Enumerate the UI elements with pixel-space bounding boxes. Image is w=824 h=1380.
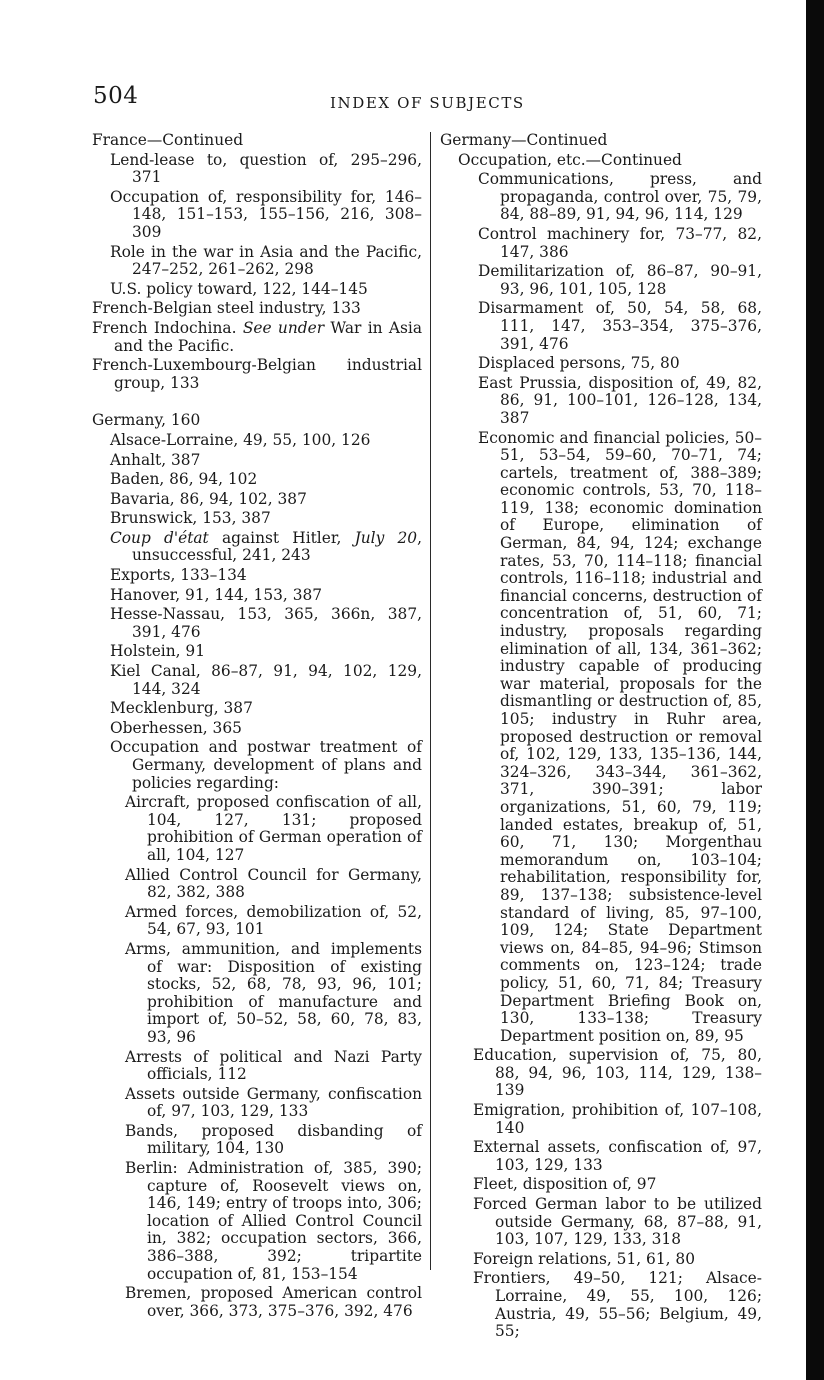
index-subentry: External assets, confiscation of, 97, 103, 129, 133 [473, 1138, 762, 1174]
index-entry: Occupation of, responsibility for, 146–148, 151–153, 155–156, 216, 308–309 [110, 187, 422, 241]
germany-continued-heading: Germany—Continued [440, 131, 608, 149]
index-subentry: Displaced persons, 75, 80 [478, 354, 680, 373]
index-entry: Holstein, 91 [110, 642, 206, 661]
index-entry: Baden, 86, 94, 102 [110, 470, 258, 489]
column-rule [430, 132, 431, 1270]
index-subentry: Communications, press, and propaganda, control over, 75, 79, 84, 88–89, 91, 94, 96, 114, 129 [478, 170, 762, 224]
index-subentry: Bands, proposed disbanding of military, 104, 130 [125, 1121, 422, 1158]
entry-text: against Hitler, [208, 528, 355, 547]
occupation-continued-subheading: Occupation, etc.—Continued [458, 150, 682, 169]
scan-page-edge [806, 0, 824, 1380]
index-subentry: Arrests of political and Nazi Party officials, 112 [125, 1047, 422, 1084]
index-entry-french-belgian: French-Belgian steel industry, 133 [92, 299, 361, 318]
index-subentry: Allied Control Council for Germany, 82, 382, 388 [125, 865, 422, 902]
france-continued-heading: France—Continued [92, 131, 244, 149]
index-subentry: Education, supervision of, 75, 80, 88, 94, 96, 103, 114, 129, 138–139 [473, 1046, 762, 1100]
index-entry: Anhalt, 387 [110, 450, 201, 469]
index-entry: U.S. policy toward, 122, 144–145 [110, 279, 368, 298]
index-subentry: Frontiers, 49–50, 121; Alsace-Lorraine, 49, 55, 100, 126; Austria, 49, 55–56; Belgium, 49, 55; [473, 1269, 762, 1341]
index-entry: Kiel Canal, 86–87, 91, 94, 102, 129, 144, 324 [110, 662, 422, 698]
right-column [440, 132, 762, 1343]
index-entry: Hesse-Nassau, 153, 365, 366n, 387, 391, 476 [110, 605, 422, 641]
index-entry: Role in the war in Asia and the Pacific, 247–252, 261–262, 298 [110, 242, 422, 279]
index-entry: Alsace-Lorraine, 49, 55, 100, 126 [110, 430, 371, 449]
index-subentry: Foreign relations, 51, 61, 80 [473, 1249, 695, 1268]
index-entry: Exports, 133–134 [110, 566, 247, 585]
index-entry-occupation: Occupation and postwar treatment of Germany, development of plans and policies regarding: [110, 738, 422, 792]
index-entry-french-luxembourg: French-Luxembourg-Belgian industrial group, 133 [92, 356, 422, 392]
index-entry: Bavaria, 86, 94, 102, 387 [110, 489, 307, 508]
index-entry: Hanover, 91, 144, 153, 387 [110, 585, 323, 604]
page-number: 504 [93, 83, 139, 109]
index-entry-french-indochina [92, 320, 422, 355]
index-entry: Oberhessen, 365 [110, 718, 242, 737]
running-title: INDEX OF SUBJECTS [330, 94, 525, 112]
index-entry: Brunswick, 153, 387 [110, 509, 271, 528]
index-subentry: Armed forces, demobilization of, 52, 54, 67, 93, 101 [125, 902, 422, 939]
left-column [92, 132, 422, 1322]
index-subentry: Aircraft, proposed confiscation of all, 104, 127, 131; proposed prohibition of German operation of all, 104, 127 [125, 793, 422, 864]
entry-text: French Indochina. [92, 318, 243, 337]
index-subentry: Emigration, prohibition of, 107–108, 140 [473, 1101, 762, 1137]
index-subentry: Fleet, disposition of, 97 [473, 1175, 657, 1194]
coup-date: July 20 [354, 528, 418, 547]
index-subentry: Assets outside Germany, confiscation of, 97, 103, 129, 133 [125, 1084, 422, 1121]
index-subentry: Demilitarization of, 86–87, 90–91, 93, 96, 101, 105, 128 [478, 262, 762, 298]
index-subentry: East Prussia, disposition of, 49, 82, 86, 91, 100–101, 126–128, 134, 387 [478, 373, 762, 427]
spacer [92, 394, 422, 412]
index-subentry: Bremen, proposed American control over, 366, 373, 375–376, 392, 476 [125, 1284, 422, 1320]
entry-text: , unsuccessful, 241, 243 [132, 528, 422, 565]
entry-text: War in Asia and the Pacific. [114, 318, 423, 355]
index-entry: Mecklenburg, 387 [110, 699, 253, 718]
index-subentry: Control machinery for, 73–77, 82, 147, 386 [478, 224, 762, 261]
index-entry-coup [92, 530, 422, 565]
index-entry: Lend-lease to, question of, 295–296, 371 [110, 150, 422, 187]
index-subentry-economic-policies: Economic and financial policies, 50–51, 53–54, 59–60, 70–71, 74; cartels, treatment of, 388–389; economic controls, 53, 70, 118–119, 138; economic domination of Europe, elimination of German, 84, 94, 124; exchange rates, 53, 70, 114–118; financial controls, 116–118; industrial and financial concerns, destruction of concentration of, 51, 60, 71; industry, proposals regarding elimination of all, 134, 361–362; industry capable of producing war material, proposals for the dismantling or destruction of, 85, 105; industry in Ruhr area, proposed destruction or removal of, 102, 129, 133, 135–136, 144, 324–326, 343–344, 361–362, 371, 390–391; labor organizations, 51, 60, 79, 119; landed estates, breakup of, 51, 60, 71, 130; Morgenthau memorandum on, 103–104; rehabilitation, responsibility for, 89, 137–138; subsistence-level standard of living, 85, 97–100, 109, 124; State Department views on, 84–85, 94–96; Stimson comments on, 123–124; trade policy, 51, 60, 71, 84; Treasury Department Briefing Book on, 130, 133–138; Treasury Department position on, 89, 95 [478, 428, 762, 1045]
see-under-reference: See under [242, 318, 325, 337]
index-subentry: Disarmament of, 50, 54, 58, 68, 111, 147, 353–354, 375–376, 391, 476 [478, 299, 762, 353]
index-subentry: Arms, ammunition, and implements of war: Disposition of existing stocks, 52, 68, 78, 93, 96, 101; prohibition of manufacture and import of, 50–52, 58, 60, 78, 83, 93, 96 [125, 939, 422, 1046]
coup-italic: Coup d'état [110, 528, 209, 547]
index-subentry: Forced German labor to be utilized outside Germany, 68, 87–88, 91, 103, 107, 129, 133, 318 [473, 1195, 762, 1249]
germany-heading: Germany, 160 [92, 411, 201, 430]
index-subentry: Berlin: Administration of, 385, 390; capture of, Roosevelt views on, 146, 149; entry of troops into, 306; location of Allied Control Council in, 382; occupation sectors, 366, 386–388, 392; tripartite occupation of, 81, 153–154 [125, 1159, 422, 1283]
